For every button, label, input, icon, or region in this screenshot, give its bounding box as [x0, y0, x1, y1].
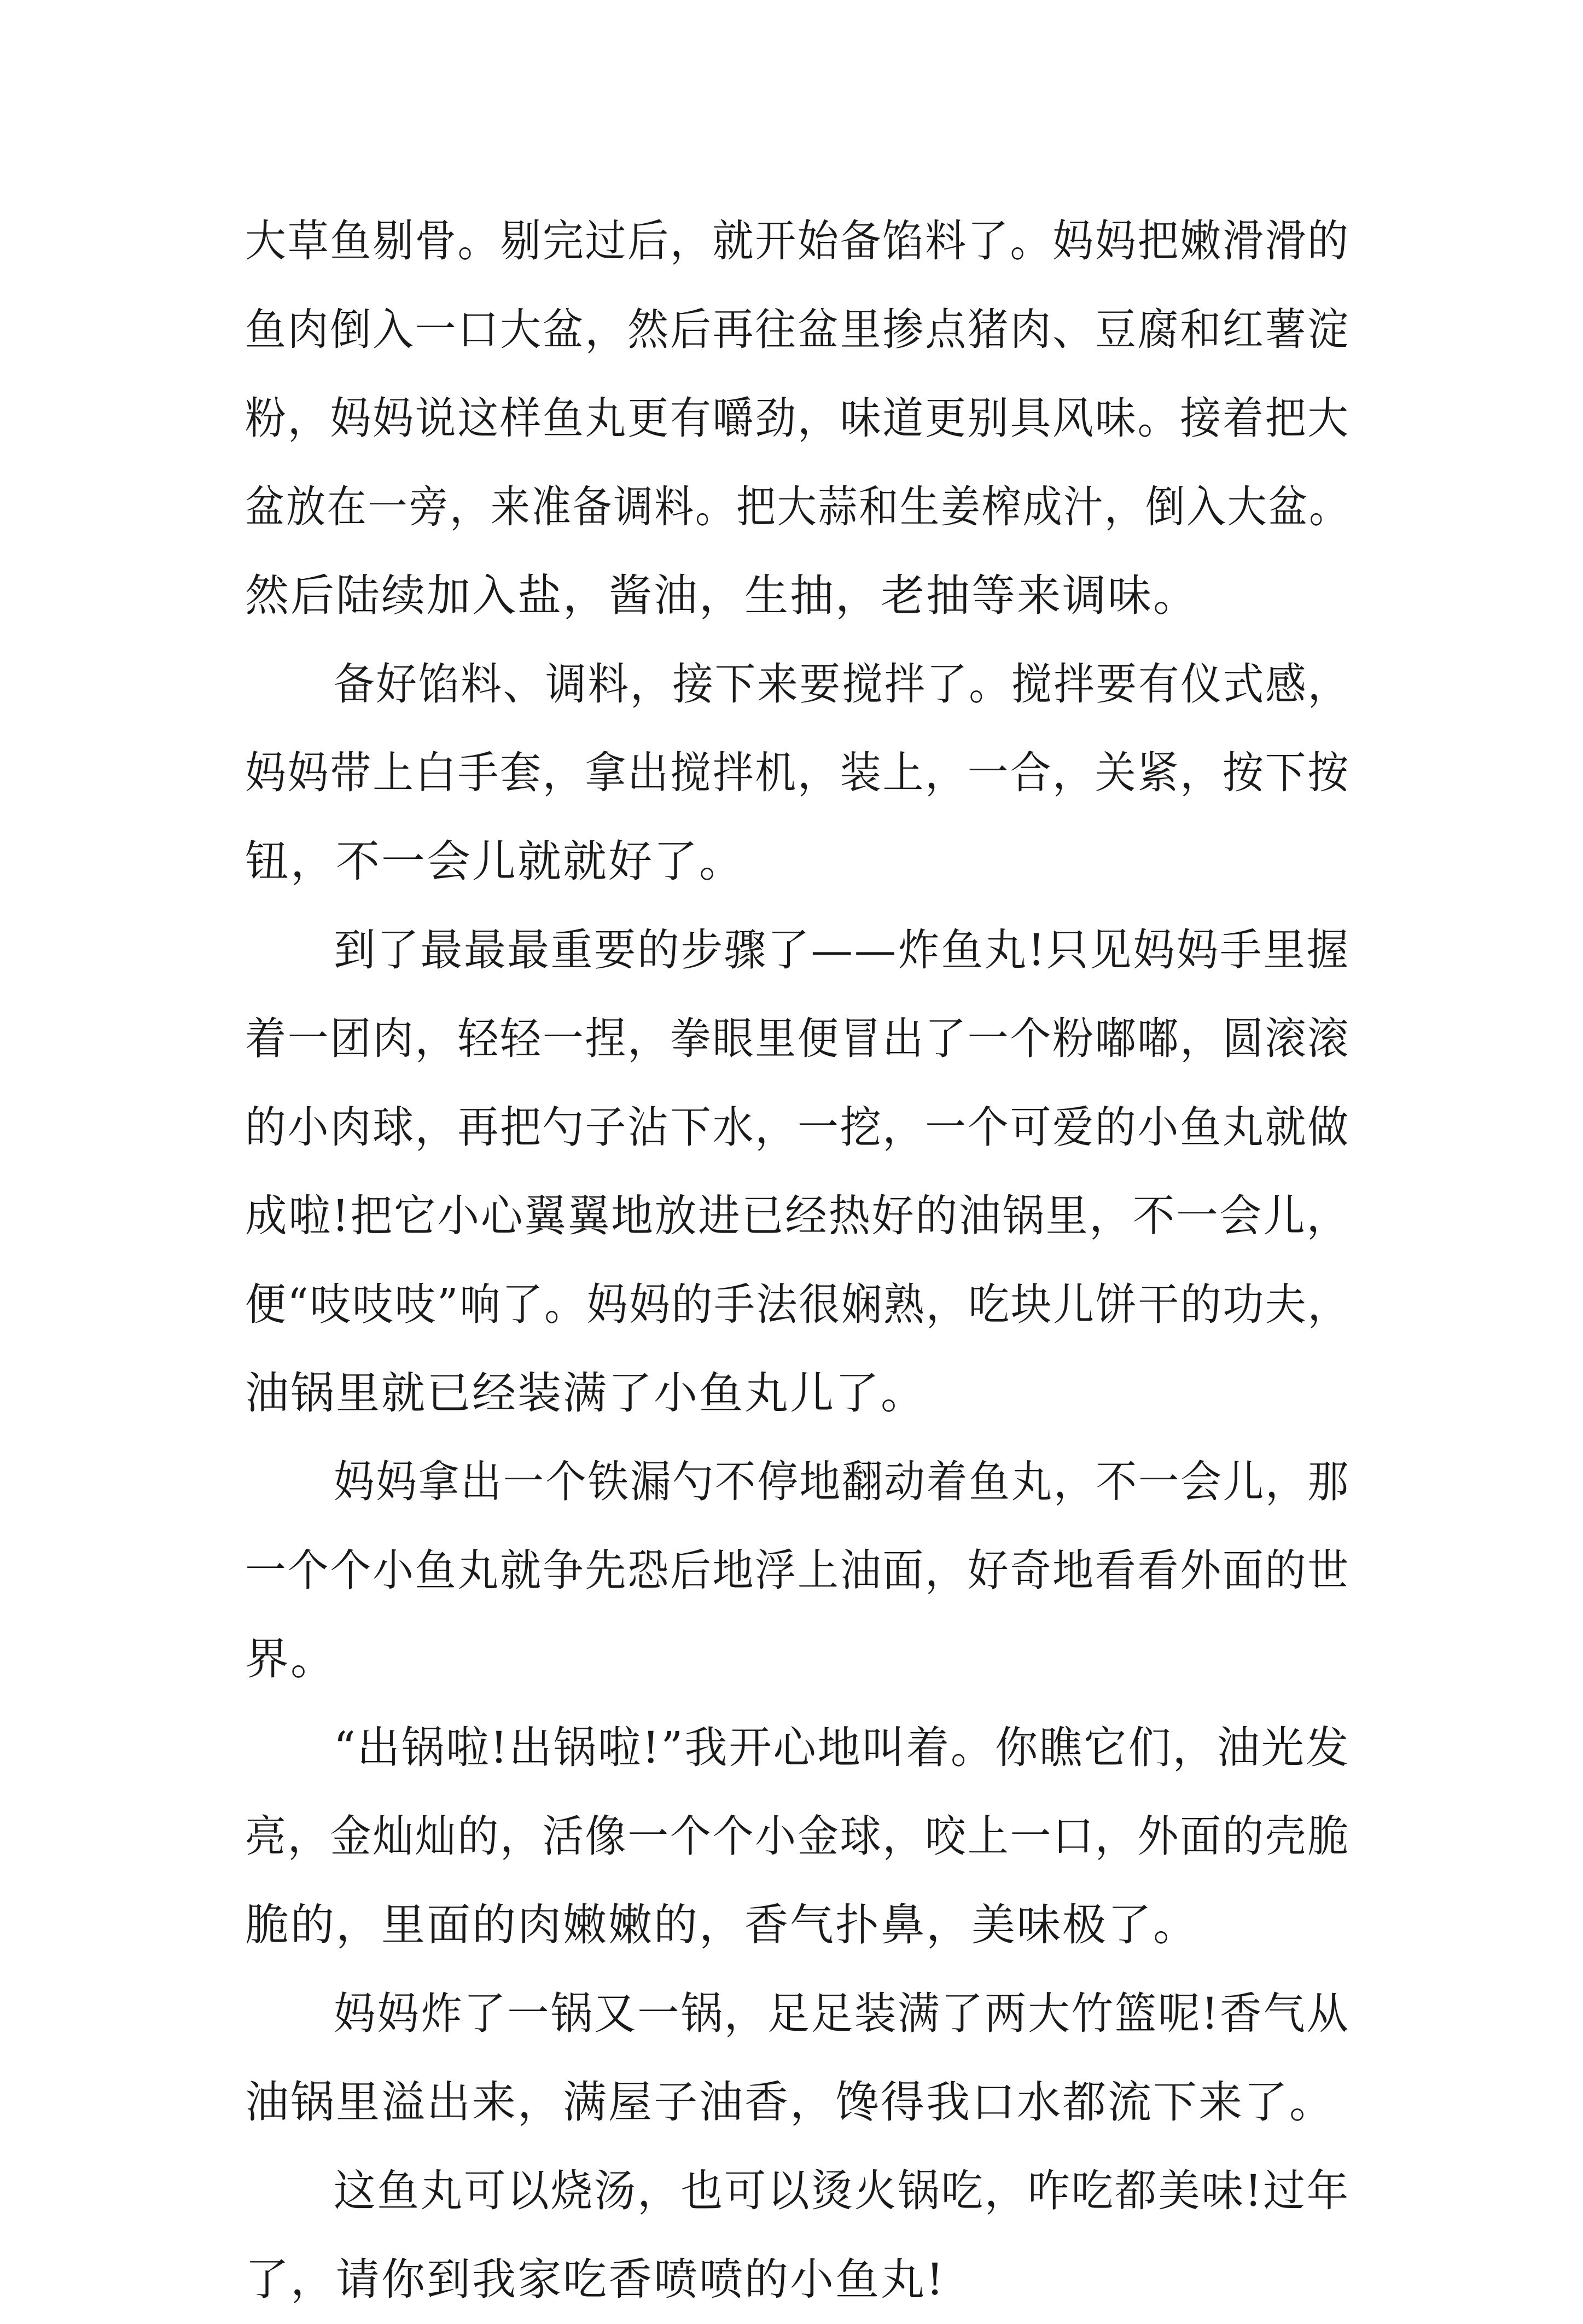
- text-line: 钮，不一会儿就就好了。: [245, 836, 744, 887]
- text-line: 的小肉球，再把勺子沾下水，一挖，一个可爱的小鱼丸就做: [245, 1102, 1350, 1153]
- text-line: 妈妈炸了一锅又一锅，足足装满了两大竹篮呢!香气从: [334, 1988, 1350, 2039]
- text-line: 粉，妈妈说这样鱼丸更有嚼劲，味道更别具风味。接着把大: [245, 393, 1350, 444]
- text-line: 备好馅料、调料，接下来要搅拌了。搅拌要有仪式感，: [334, 659, 1350, 710]
- text-line: 着一团肉，轻轻一捏，拳眼里便冒出了一个粉嘟嘟，圆滚滚: [245, 1013, 1350, 1064]
- text-line: 了，请你到我家吃香喷喷的小鱼丸!: [245, 2254, 946, 2305]
- text-line: 盆放在一旁，来准备调料。把大蒜和生姜榨成汁，倒入大盆。: [245, 481, 1350, 532]
- text-line: 亮，金灿灿的，活像一个个小金球，咬上一口，外面的壳脆: [245, 1811, 1350, 1862]
- text-line: 这鱼丸可以烧汤，也可以烫火锅吃，咋吃都美味!过年: [334, 2165, 1350, 2216]
- text-line: 一个个小鱼丸就争先恐后地浮上油面，好奇地看看外面的世: [245, 1545, 1350, 1596]
- text-line: 便“吱吱吱”响了。妈妈的手法很娴熟，吃块儿饼干的功夫，: [245, 1279, 1350, 1330]
- text-line: 界。: [245, 1634, 336, 1684]
- text-line: “出锅啦!出锅啦!”我开心地叫着。你瞧它们，油光发: [334, 1722, 1350, 1773]
- text-line: 到了最最最重要的步骤了——炸鱼丸!只见妈妈手里握: [334, 925, 1350, 975]
- text-line: 妈妈带上白手套，拿出搅拌机，装上，一合，关紧，按下按: [245, 747, 1350, 798]
- text-line: 脆的，里面的肉嫩嫩的，香气扑鼻，美味极了。: [245, 1899, 1198, 1950]
- text-line: 油锅里就已经装满了小鱼丸儿了。: [245, 1368, 926, 1419]
- text-line: 妈妈拿出一个铁漏勺不停地翻动着鱼丸，不一会儿，那: [334, 1456, 1350, 1507]
- document-body: [245, 197, 1350, 2324]
- text-line: 然后陆续加入盐，酱油，生抽，老抽等来调味。: [245, 570, 1198, 621]
- text-line: 大草鱼剔骨。剔完过后，就开始备馅料了。妈妈把嫩滑滑的: [245, 216, 1350, 266]
- text-line: 油锅里溢出来，满屋子油香，馋得我口水都流下来了。: [245, 2077, 1335, 2128]
- text-line: 成啦!把它小心翼翼地放进已经热好的油锅里，不一会儿，: [245, 1190, 1350, 1241]
- text-line: 鱼肉倒入一口大盆，然后再往盆里掺点猪肉、豆腐和红薯淀: [245, 304, 1350, 355]
